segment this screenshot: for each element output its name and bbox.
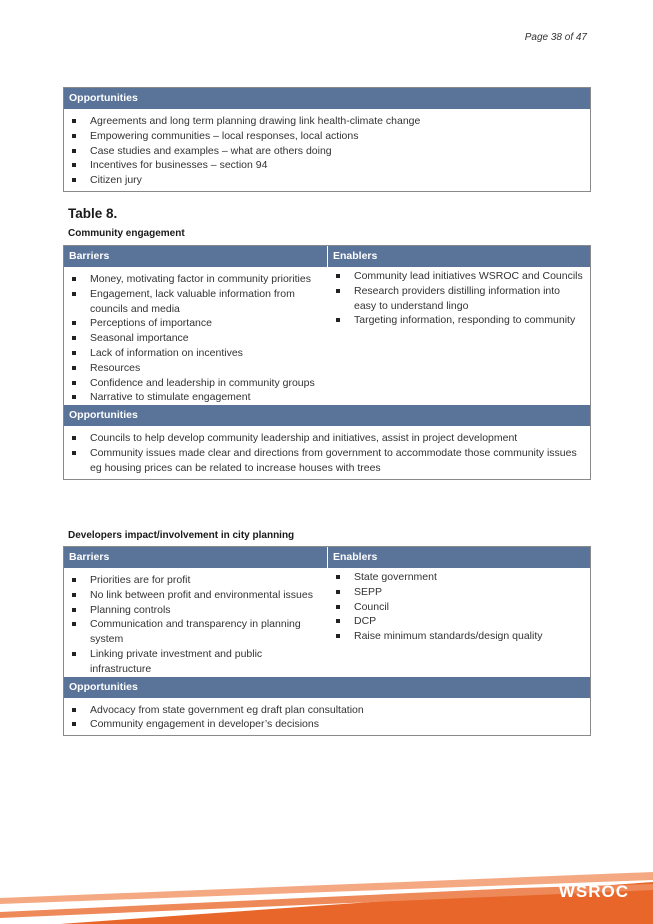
list-item: Resources — [70, 361, 322, 376]
section-title-developers: Developers impact/involvement in city planning — [68, 530, 295, 541]
list-item: Lack of information on incentives — [70, 346, 322, 361]
list-item: Agreements and long term planning drawing link health-climate change — [70, 114, 584, 129]
list-item: Priorities are for profit — [70, 573, 322, 588]
list-item: Engagement, lack valuable information from councils and media — [70, 287, 322, 317]
barriers-header: Barriers — [64, 246, 328, 267]
list-item: Money, motivating factor in community priorities — [70, 272, 322, 287]
list-item: Planning controls — [70, 603, 322, 618]
opportunities-header: Opportunities — [64, 405, 590, 426]
table-heading: Table 8. — [68, 206, 118, 221]
section-title-community: Community engagement — [68, 228, 185, 239]
list-item: Raise minimum standards/design quality — [334, 629, 584, 644]
barriers-header: Barriers — [64, 547, 328, 568]
wsroc-logo: WSROC — [558, 882, 629, 901]
opportunities-header: Opportunities — [64, 88, 590, 109]
list-item: Empowering communities – local responses, local actions — [70, 129, 584, 144]
enablers-header: Enablers — [333, 250, 378, 262]
list-item: Council — [334, 600, 584, 615]
list-item: DCP — [334, 614, 584, 629]
opportunities-header: Opportunities — [64, 677, 590, 698]
community-engagement-table — [63, 245, 591, 480]
enablers-column — [328, 267, 590, 405]
list-item: Research providers distilling information into easy to understand lingo — [334, 284, 584, 314]
barriers-column — [64, 568, 328, 677]
list-item: Targeting information, responding to community — [334, 313, 584, 328]
page-number: Page 38 of 47 — [524, 32, 587, 43]
list-item: Seasonal importance — [70, 331, 322, 346]
list-item: Incentives for businesses – section 94 — [70, 158, 584, 173]
list-item: Case studies and examples – what are others doing — [70, 144, 584, 159]
opportunities-table-top — [63, 87, 591, 192]
footer-swoosh — [0, 854, 653, 924]
enablers-header: Enablers — [333, 551, 378, 563]
barriers-column — [64, 267, 328, 405]
list-item: Community engagement in developer’s decisions — [70, 717, 584, 732]
list-item: Linking private investment and public infrastructure — [70, 647, 322, 677]
list-item: State government — [334, 570, 584, 585]
list-item: Perceptions of importance — [70, 316, 322, 331]
list-item: Community lead initiatives WSROC and Councils — [334, 269, 584, 284]
list-item: Communication and transparency in planning system — [70, 617, 322, 647]
list-item: Community issues made clear and directions from government to accommodate those community issues eg housing prices can be related to increase houses with trees — [70, 446, 584, 476]
list-item: Confidence and leadership in community groups — [70, 376, 322, 391]
list-item: Advocacy from state government eg draft plan consultation — [70, 703, 584, 718]
list-item: Narrative to stimulate engagement — [70, 390, 322, 405]
list-item: SEPP — [334, 585, 584, 600]
list-item: No link between profit and environmental issues — [70, 588, 322, 603]
developers-table — [63, 546, 591, 736]
list-item: Councils to help develop community leadership and initiatives, assist in project development — [70, 431, 584, 446]
list-item: Citizen jury — [70, 173, 584, 188]
enablers-column — [328, 568, 590, 677]
